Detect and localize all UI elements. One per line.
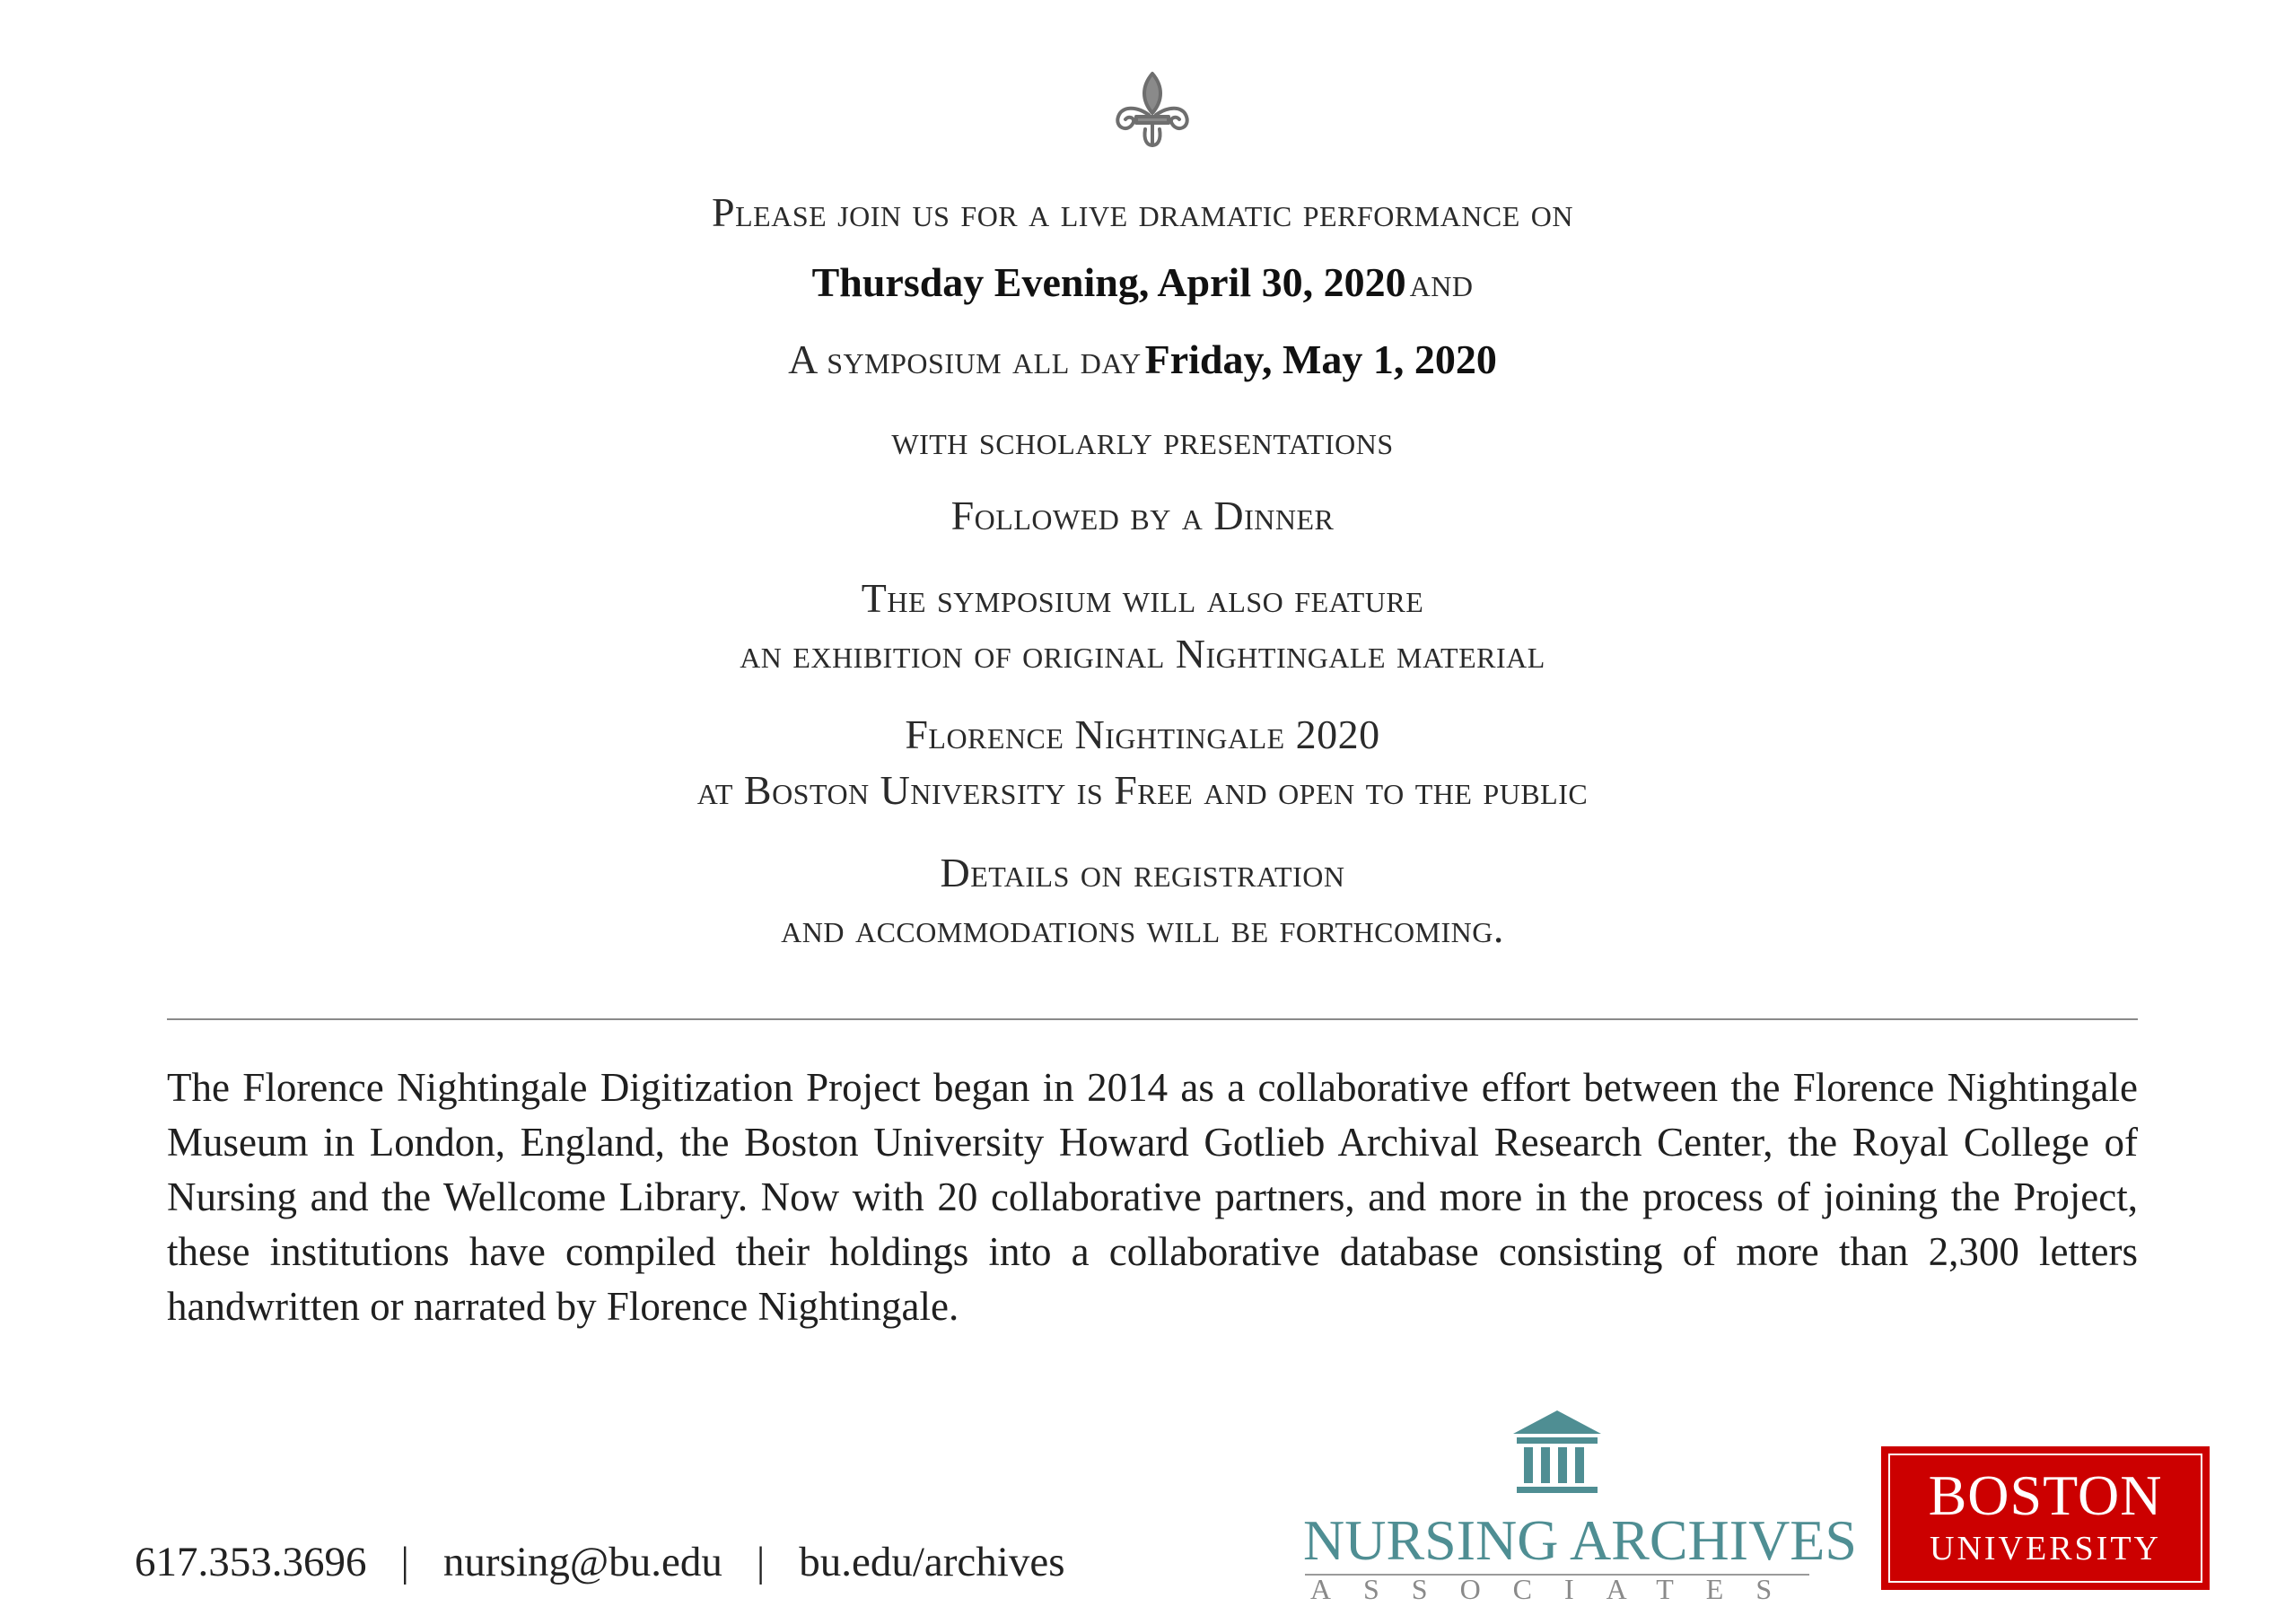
invite-line-8a: Details on registration [940, 850, 1345, 895]
nursing-archives-logo [1303, 1407, 1857, 1605]
invite-line-4: with scholarly presentations [891, 417, 1394, 463]
invite-line-5: Followed by a Dinner [950, 493, 1335, 538]
invite-line-6b: an exhibition of original Nightingale material [740, 631, 1545, 677]
invite-line-1: Please join us for a live dramatic performance on [712, 189, 1573, 235]
section-divider [167, 1018, 2138, 1020]
naa-subtitle: ASSOCIATES [1309, 1573, 1805, 1605]
invite-line-2 [0, 255, 2285, 320]
symposium-date: Friday, May 1, 2020 [1144, 336, 1497, 382]
phone-number: 617.353.3696 [135, 1539, 367, 1585]
bu-logo-top: BOSTON [1928, 1463, 2163, 1527]
invite-line-7a: Florence Nightingale 2020 [905, 712, 1380, 757]
footer-contact [135, 1538, 1065, 1586]
project-description: The Florence Nightingale Digitization Project began in 2014 as a collaborative effort between the Florence Nightingale Museum in London, England, the Boston University Howard Gotlieb Archival Research Center, the Royal College of Nursing and the Wellcome Library. Now with 20 collaborative partners, and more in the process of joining the Project, these institutions have compiled their holdings into a collaborative database consisting of more than 2,300 letters handwritten or narrated by Florence Nightingale. [167, 1065, 2138, 1329]
invite-line-2-tail: and [1409, 259, 1474, 305]
invite-line-3 [0, 332, 2285, 397]
email-link[interactable]: nursing@bu.edu [442, 1539, 722, 1585]
classical-building-icon [1508, 1407, 1607, 1500]
fleur-de-lis-icon [1109, 70, 1195, 149]
invite-line-6a: The symposium will also feature [861, 575, 1424, 621]
invite-line-3-head: A symposium all day [788, 336, 1142, 382]
separator: | [756, 1539, 766, 1585]
bu-logo-bottom: UNIVERSITY [1930, 1530, 2161, 1567]
performance-date: Thursday Evening, April 30, 2020 [811, 259, 1406, 305]
boston-university-logo [1881, 1446, 2210, 1590]
website-link[interactable]: bu.edu/archives [799, 1539, 1065, 1585]
invite-line-8b: and accommodations will be forthcoming. [781, 905, 1504, 951]
naa-name: NURSING ARCHIVES [1303, 1508, 1857, 1572]
invite-line-7b: at Boston University is Free and open to the public [696, 767, 1589, 813]
separator: | [400, 1539, 409, 1585]
